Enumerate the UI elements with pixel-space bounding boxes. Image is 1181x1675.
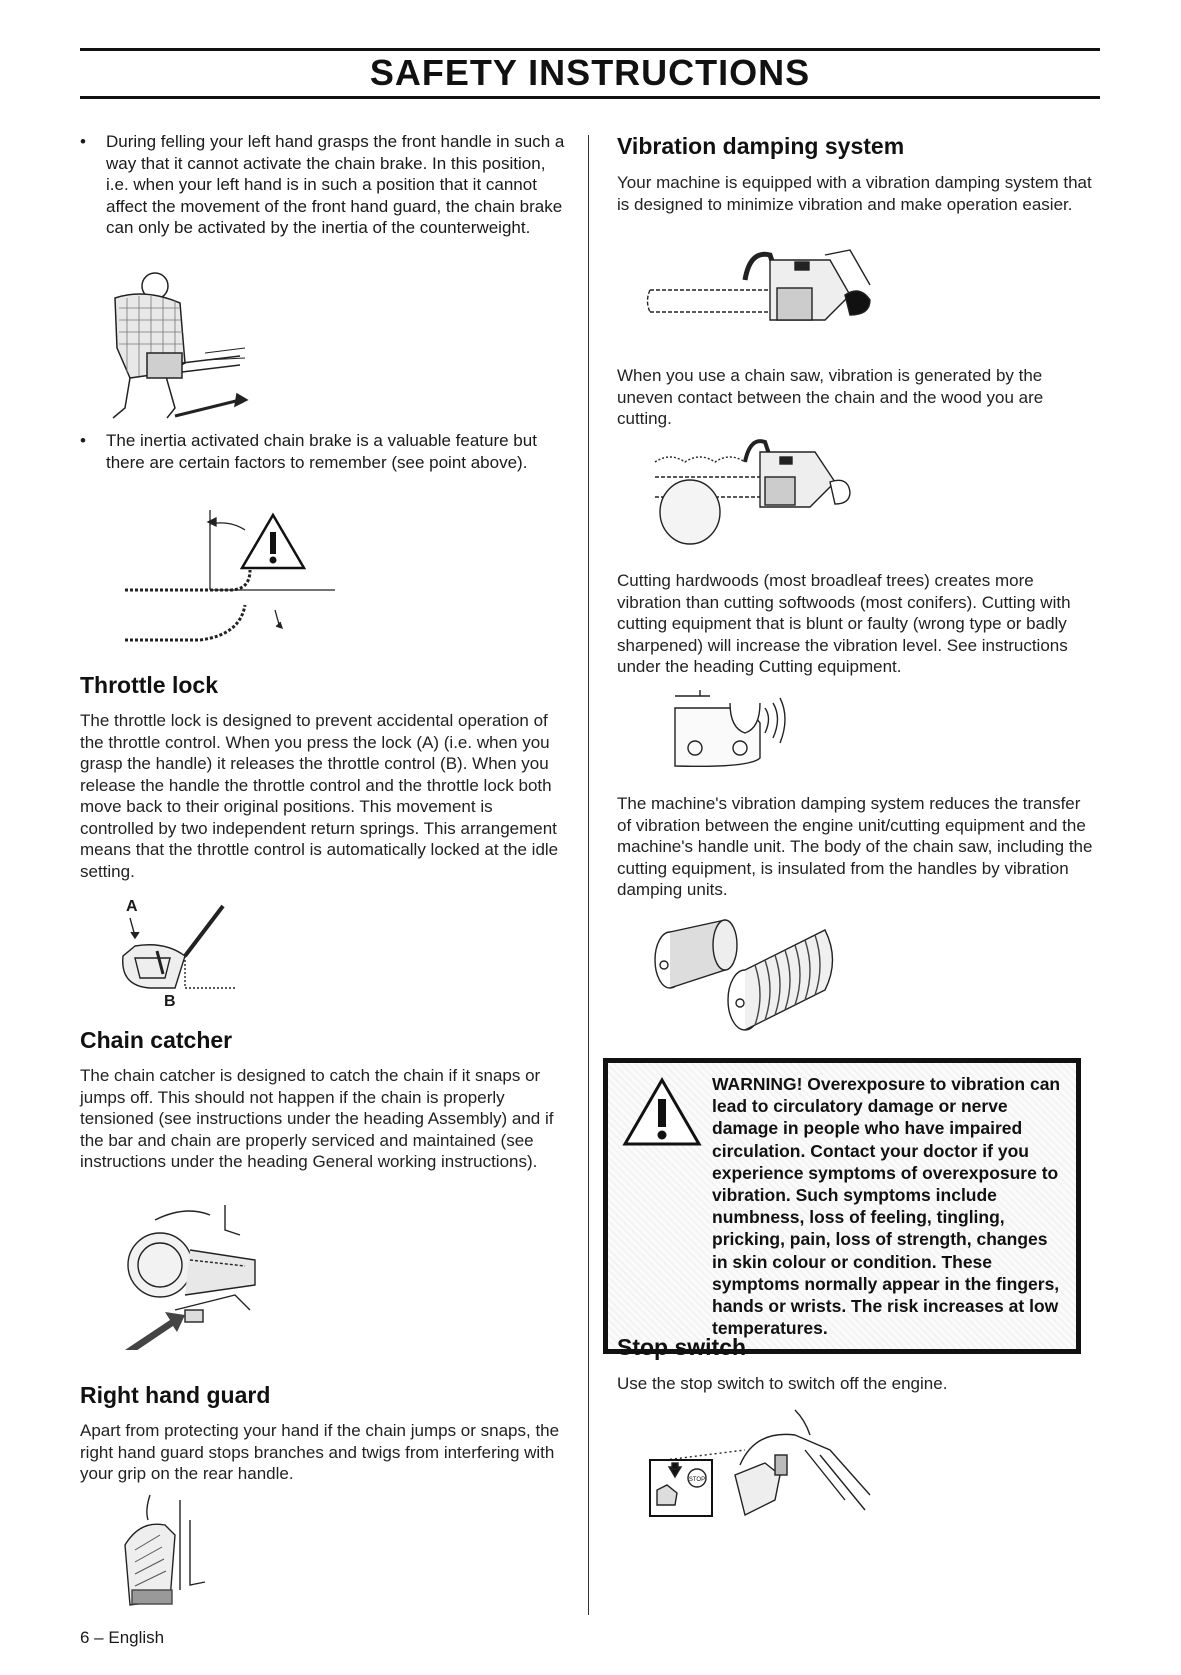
warning-text: WARNING! Overexposure to vibration can lead to circulatory damage or nerve damage in people who have impaired circulation. Contact your doctor if you experience symptoms of overexposure to vibration. Such symptoms include numbness, loss of feeling, tingling, pricking, pain, loss of strength, changes in skin colour or condition. These symptoms normally appear in the fingers, hands or wrists. The risk increases at low temperatures. [712,1074,1061,1339]
page-title: SAFETY INSTRUCTIONS [369,52,811,93]
warning-triangle-icon [622,1077,702,1147]
throttle-lock-text: The throttle lock is designed to prevent accidental operation of the throttle control. When you press the lock (A) (i.e. when you grasp the handle) it releases the throttle control (B). When you release the handle the throttle control and the throttle lock both move back to their original positions. This movement is controlled by two independent return springs. This arrangement means that the throttle control is automatically locked at the idle setting. [80,711,559,881]
damping-units-illustration [650,905,870,1035]
stop-switch-text: Use the stop switch to switch off the engine. [617,1374,948,1393]
heading-throttle-lock: Throttle lock [80,672,219,698]
heading-chain-catcher: Chain catcher [80,1027,233,1053]
column-divider [588,135,589,1615]
label-b: B [164,993,176,1010]
title-underline [80,96,1100,99]
right-hand-guard-text: Apart from protecting your hand if the chain jumps or snaps, the right hand guard stops branches and twigs from interfering with your grip on the rear handle. [80,1421,560,1483]
vibration-warning-box [603,1058,1081,1354]
vibration-text-4: The machine's vibration damping system reduces the transfer of vibration between the engine unit/cutting equipment and the machine's handle unit. The body of the chain saw, including the cutting equipment, is insulated from the handles by vibration damping units. [617,794,1093,899]
right-hand-guard-illustration [120,1490,220,1610]
bullet-felling: • During felling your left hand grasps the front handle in such a way that it cannot activate the chain brake. In this position, i.e. when your left hand is in such a position that it cannot affect the movement of the front hand guard, the chain brake can only be activated by the inertia of the counterweight. [80,132,565,237]
chain-link-illustration [670,688,795,778]
chainsaw-cutting-illustration [650,432,880,550]
chainsaw-illustration [645,240,895,340]
heading-vibration-damping: Vibration damping system [617,133,905,159]
heading-stop-switch: Stop switch [617,1334,747,1360]
stop-switch-illustration [645,1405,875,1535]
bullet-felling-text: During felling your left hand grasps the front handle in such a way that it cannot activate the chain brake. In this position, i.e. when your left hand is in such a position that it cannot affect the movement of the front hand guard, the chain brake can only be activated by the inertia of the counterweight. [106,132,565,237]
vibration-text-1: Your machine is equipped with a vibration damping system that is designed to minimize vibration and make operation easier. [617,173,1092,214]
label-a: A [126,898,138,915]
warning-triangle-icon [242,515,304,568]
vibration-text-2: When you use a chain saw, vibration is generated by the uneven contact between the chain and the wood you are cutting. [617,366,1044,428]
vibration-text-3: Cutting hardwoods (most broadleaf trees) creates more vibration than cutting softwoods (most conifers). Cutting with cutting equipment that is blunt or faulty (wrong type or badly sharpened) will increase the vibration level. See instructions under the heading Cutting equipment. [617,571,1071,676]
bullet-inertia-text: The inertia activated chain brake is a valuable feature but there are certain factors to remember (see point above). [106,431,537,472]
kickback-illustration [120,510,340,650]
page-footer: 6 – English [80,1628,165,1647]
felling-illustration [105,268,270,428]
chain-catcher-illustration [115,1200,275,1350]
stop-label: STOP [688,1477,706,1483]
top-rule [80,48,1100,51]
throttle-illustration [115,896,245,996]
chain-catcher-text: The chain catcher is designed to catch the chain if it snaps or jumps off. This should not happen if the chain is properly tensioned (see instructions under the heading Assembly) and if the bar and chain are properly serviced and maintained (see instructions under the heading General working instructions). [80,1066,554,1171]
bullet-inertia: • The inertia activated chain brake is a valuable feature but there are certain factors to remember (see point above). [80,431,537,472]
heading-right-hand-guard: Right hand guard [80,1382,271,1408]
